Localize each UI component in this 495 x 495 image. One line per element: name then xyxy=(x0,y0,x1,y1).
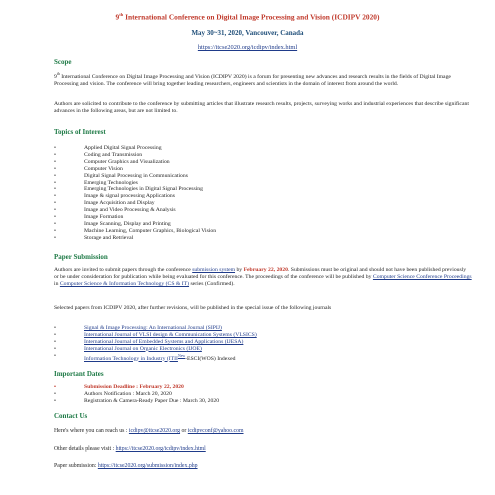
scope-paragraph-2: Authors are solicited to contribute to the conference by submitting articles that illustrate research results, projects, surveying works and industrial experiences that describe significant advances in the following areas, but are not limited to. xyxy=(54,101,469,114)
scope-paragraph-1: 9th International Conference on Digital Image Processing and Vision (ICDIPV 2020) is a forum for presenting new advances and research results in the fields of Digital Image Processing and vision. The conference will bring together leading researchers, engineers and scientists in the domain of interest from around the world. xyxy=(54,72,451,87)
topic-item: • Image Scanning, Display and Printing xyxy=(54,221,472,228)
topic-item: • Machine Learning, Computer Graphics, Biological Vision xyxy=(54,228,472,235)
topic-item: • Emerging Technologies xyxy=(54,180,472,187)
topic-item: • Digital Signal Processing in Communications xyxy=(54,173,472,180)
journal-link[interactable]: Signal & Image Processing: An International Journal (SIPIJ) xyxy=(84,325,222,331)
contact-reach-line: Here's where you can reach us : icdipv@itcse2020.org or icdipvconf@yahoo.com xyxy=(54,428,244,434)
journal-item[interactable] xyxy=(54,325,472,332)
dates-heading: Important Dates xyxy=(54,370,104,378)
topic-item: • Coding and Transmission xyxy=(54,152,472,159)
other-details-line: Other details please visit : https://itcse2020.org/icdipv/index.html xyxy=(54,446,206,452)
topic-item: • Emerging Technologies in Digital Signal Processing xyxy=(54,186,472,193)
email-link-2[interactable]: icdipvconf@yahoo.com xyxy=(187,428,244,434)
journal-index-note: -ESCI(WOS) Indexed xyxy=(185,355,236,362)
scope-heading: Scope xyxy=(54,58,72,66)
submission-system-link[interactable]: submission system xyxy=(192,267,236,273)
paper-submission-line: Paper submission: https://itcse2020.org/submission/index.php xyxy=(54,463,198,469)
topic-item: • Applied Digital Signal Processing xyxy=(54,145,472,152)
journal-sup: New xyxy=(177,353,186,358)
topic-item: • Storage and Retrieval xyxy=(54,235,472,242)
conference-title: 9th International Conference on Digital Image Processing and Vision (ICDIPV 2020) xyxy=(115,12,380,22)
registration-item: • Registration & Camera-Ready Paper Due : March 30, 2020 xyxy=(54,398,472,405)
details-url-link[interactable]: https://itcse2020.org/icdipv/index.html xyxy=(115,446,206,452)
topic-item: • Image Acquisition and Display xyxy=(54,200,472,207)
topics-list xyxy=(54,145,472,242)
journal-link[interactable]: International Journal of Embedded Systems and Applications (IJESA) xyxy=(84,338,244,345)
conference-url[interactable]: https://itcse2020.org/icdipv/index.html xyxy=(197,44,298,51)
submission-paragraph-1: Authors are invited to submit papers through the conference submission system by February 22, 2020. Submissions must be original and should not have been published previously or be under consideration for publication while being evaluated for this conference. The proceedings of the conference will be published by Computer Science Conference Proceedings in Computer Science & Information Technology (CS & IT) series (Confirmed). xyxy=(54,267,472,287)
journal-link[interactable]: International Journal on Organic Electronics (IJOE) xyxy=(84,345,202,352)
contact-heading: Contact Us xyxy=(54,412,88,420)
journal-item[interactable] xyxy=(54,346,472,353)
topic-item: • Image & signal processing Applications xyxy=(54,193,472,200)
submission-deadline-inline: February 22, 2020 xyxy=(243,267,288,273)
conference-dates: May 30~31, 2020, Vancouver, Canada xyxy=(191,29,304,37)
submission-heading: Paper Submission xyxy=(54,253,108,261)
submission-paragraph-2: Selected papers from ICDIPV 2020, after further revisions, will be published in the special issue of the following journals xyxy=(54,305,332,311)
proceedings-link[interactable]: Computer Science Conference Proceedings xyxy=(372,273,472,280)
topic-item: • Image and Video Processing & Analysis xyxy=(54,207,472,214)
topic-item: • Image Formation xyxy=(54,214,472,221)
notification-item: • Authors Notification : March 20, 2020 xyxy=(54,391,472,398)
topic-item: • Computer Vision xyxy=(54,166,472,173)
deadline-item: • Submission Deadline : February 22, 2020 xyxy=(54,384,472,391)
journal-item[interactable] xyxy=(54,353,472,363)
submission-url-link[interactable]: https://itcse2020.org/submission/index.php xyxy=(97,463,198,469)
journal-link[interactable]: Information Technology in Industry (ITII xyxy=(84,355,178,362)
journal-item[interactable] xyxy=(54,339,472,346)
journal-item[interactable] xyxy=(54,332,472,339)
topic-item: • Computer Graphics and Visualization xyxy=(54,159,472,166)
dates-list xyxy=(54,384,472,405)
csit-link[interactable]: Computer Science & Information Technology (CS & IT) xyxy=(59,280,190,287)
topics-heading: Topics of Interest xyxy=(54,128,106,136)
journals-list xyxy=(54,325,472,362)
email-link-1[interactable]: icdipv@itcse2020.org xyxy=(128,428,181,434)
journal-link[interactable]: International Journal of VLSI design & Communication Systems (VLSICS) xyxy=(84,331,257,338)
